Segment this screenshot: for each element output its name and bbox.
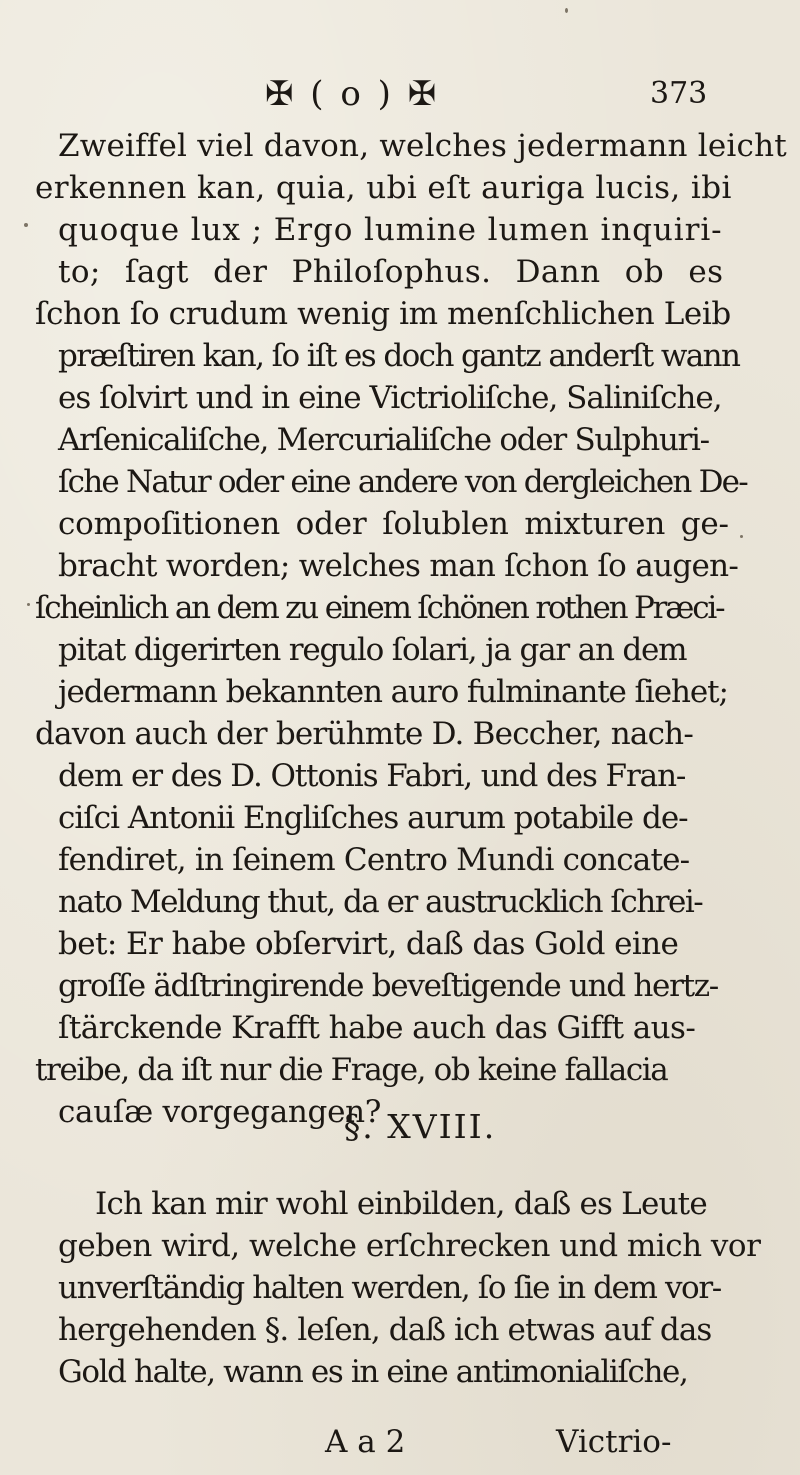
- text-line: geben wird, welche erſchrecken und mich vor: [58, 1228, 761, 1264]
- text-line: Zweiffel viel davon, welches jedermann leicht: [58, 128, 787, 164]
- text-line: treibe, da iſt nur die Frage, ob keine fallacia: [35, 1052, 668, 1088]
- text-line: davon auch der berühmte D. Beccher, nach-: [35, 716, 693, 752]
- text-line: dem er des D. Ottonis Fabri, und des Fran-: [58, 758, 686, 794]
- text-line: hergehenden §. leſen, daß ich etwas auf das: [58, 1312, 712, 1348]
- text-line: bracht worden; welches man ſchon ſo augen-: [58, 548, 739, 584]
- paper-speck: [565, 8, 568, 13]
- text-line: ſtärckende Krafft habe auch das Gifft aus-: [58, 1010, 696, 1046]
- section-heading-text: §. XVIII.: [343, 1107, 497, 1146]
- text-line: ciſci Antonii Engliſches aurum potabile de-: [58, 800, 688, 836]
- paper-speck: [27, 603, 30, 606]
- text-line: compoſitionen oder ſolublen mixturen ge-: [58, 506, 729, 542]
- text-line: quoque lux ; Ergo lumine lumen inquiri-: [58, 212, 723, 248]
- text-line: Arſenicaliſche, Mercurialiſche oder Sulphuri-: [58, 422, 709, 458]
- text-line: ſche Natur oder eine andere von dergleichen De-: [58, 464, 747, 500]
- paper-speck: [24, 223, 28, 227]
- text-line: nato Meldung thut, da er austrucklich ſchrei-: [58, 884, 703, 920]
- text-line: ſcheinlich an dem zu einem ſchönen rothen Præci-: [35, 590, 724, 626]
- text-line: Ich kan mir wohl einbilden, daß es Leute: [95, 1186, 707, 1222]
- text-line: to; ſagt der Philoſophus. Dann ob es: [58, 254, 724, 290]
- text-line: Gold halte, wann es in eine antimonialiſche,: [58, 1354, 688, 1390]
- text-line: groſſe ädſtringirende beveſtigende und hertz-: [58, 968, 718, 1004]
- text-line: fendiret, in ſeinem Centro Mundi concate-: [58, 842, 690, 878]
- text-line: ſchon ſo crudum wenig im menſchlichen Leib: [35, 296, 731, 332]
- section-heading: [0, 1105, 800, 1149]
- page-number: 373: [650, 76, 708, 111]
- text-line: præſtiren kan, ſo iſt es doch gantz anderſt wann: [58, 338, 740, 374]
- text-line: unverſtändig halten werden, ſo ſie in dem vor-: [58, 1270, 721, 1306]
- running-head-ornament: ✠ ( o ) ✠: [265, 74, 440, 114]
- catchword: Victrio-: [556, 1424, 672, 1460]
- text-line: jedermann bekannten auro fulminante ſiehet;: [58, 674, 728, 710]
- page-footer: [0, 1420, 800, 1464]
- text-line: cauſæ vorgegangen?: [58, 1094, 382, 1130]
- text-line: bet: Er habe obſervirt, daß das Gold eine: [58, 926, 679, 962]
- text-line: erkennen kan, quia, ubi eſt auriga lucis, ibi: [35, 170, 732, 206]
- page-header: [0, 72, 800, 116]
- signature-mark: A a 2: [325, 1424, 406, 1460]
- text-line: es ſolvirt und in eine Victrioliſche, Saliniſche,: [58, 380, 722, 416]
- text-line: pitat digerirten regulo ſolari, ja gar an dem: [58, 632, 687, 668]
- paper-speck: [740, 535, 743, 538]
